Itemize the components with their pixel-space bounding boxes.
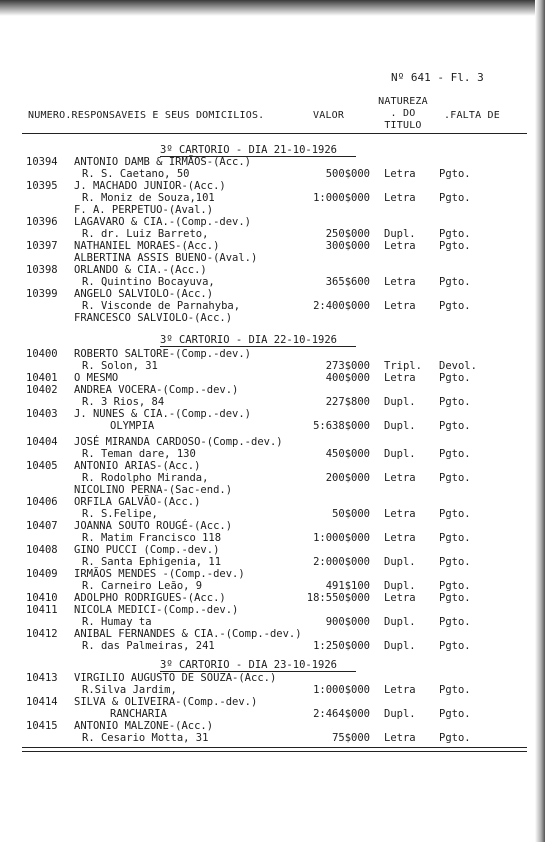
entry-number: 10398 [26, 264, 58, 276]
entry-responsavel: LAGAVARO & CIA.-(Comp.-dev.) [74, 216, 252, 228]
entry-falta: Pgto. [439, 448, 471, 460]
entry-domicilio: R. S. Caetano, 50 [82, 168, 190, 180]
entry-valor: 491$100 [325, 580, 370, 592]
entry-responsavel: ANTONIO ARIAS-(Acc.) [74, 460, 201, 472]
entry-number: 10402 [26, 384, 58, 396]
entry-number: 10410 [26, 592, 58, 604]
entry-responsavel: SILVA & OLIVEIRA-(Comp.-dev.) [74, 696, 258, 708]
entry-responsavel: VIRGILIO AUGUSTO DE SOUZA-(Acc.) [74, 672, 277, 684]
entry-responsavel: J. MACHADO JUNIOR-(Acc.) [74, 180, 226, 192]
entry-falta: Pgto. [439, 168, 471, 180]
entry-natureza: Dupl. [384, 640, 416, 652]
entry-responsavel: IRMÃOS MENDES -(Comp.-dev.) [74, 568, 245, 580]
section-title: 3º CARTORIO - DIA 23-10-1926 [160, 659, 338, 671]
entry-number: 10395 [26, 180, 58, 192]
entry-number: 10399 [26, 288, 58, 300]
section-underline [160, 346, 356, 347]
entry-valor: 900$000 [325, 616, 370, 628]
scan-shadow-right [535, 0, 545, 842]
entry-natureza: Letra [384, 532, 416, 544]
entry-responsavel: FRANCESCO SALVIOLO-(Acc.) [74, 312, 233, 324]
entry-domicilio: R. Humay ta [82, 616, 152, 628]
header-falta: .FALTA DE [444, 110, 500, 121]
header-natureza: NATUREZA . DO TITULO [378, 96, 428, 131]
entry-responsavel: ORLANDO & CIA.-(Acc.) [74, 264, 207, 276]
entry-valor: 2:000$000 [313, 556, 370, 568]
entry-falta: Pgto. [439, 372, 471, 384]
entry-number: 10406 [26, 496, 58, 508]
entry-domicilio: R. Quintino Bocayuva, [82, 276, 215, 288]
entry-falta: Pgto. [439, 300, 471, 312]
entry-domicilio: R. Visconde de Parnahyba, [82, 300, 241, 312]
section-title: 3º CARTORIO - DIA 21-10-1926 [160, 144, 338, 156]
entry-valor: 200$000 [325, 472, 370, 484]
entry-falta: Pgto. [439, 240, 471, 252]
entry-responsavel: ANDREA VOCERA-(Comp.-dev.) [74, 384, 239, 396]
section-title: 3º CARTORIO - DIA 22-10-1926 [160, 334, 338, 346]
entry-natureza: Dupl. [384, 556, 416, 568]
entry-falta: Pgto. [439, 592, 471, 604]
entry-responsavel: ANIBAL FERNANDES & CIA.-(Comp.-dev.) [74, 628, 302, 640]
entry-number: 10409 [26, 568, 58, 580]
entry-natureza: Letra [384, 508, 416, 520]
entry-number: 10400 [26, 348, 58, 360]
entry-domicilio: R. das Palmeiras, 241 [82, 640, 215, 652]
entry-number: 10394 [26, 156, 58, 168]
entry-valor: 18:550$000 [306, 592, 370, 604]
entry-number: 10407 [26, 520, 58, 532]
bottom-rule [22, 747, 527, 748]
entry-number: 10414 [26, 696, 58, 708]
scan-shadow-top [0, 0, 545, 16]
entry-number: 10413 [26, 672, 58, 684]
entry-valor: 365$600 [325, 276, 370, 288]
entry-natureza: Dupl. [384, 448, 416, 460]
page-number: Nº 641 - Fl. 3 [391, 71, 484, 84]
entry-responsavel: F. A. PERPETUO-(Aval.) [74, 204, 214, 216]
entry-domicilio: R. Carneiro Leão, 9 [82, 580, 203, 592]
entry-domicilio: R. Matim Francisco 118 [82, 532, 222, 544]
entry-valor: 400$000 [325, 372, 370, 384]
entry-domicilio: R. 3 Rios, 84 [82, 396, 165, 408]
entry-responsavel: ANTONIO DAMB & IRMÃOS-(Acc.) [74, 156, 252, 168]
entry-falta: Pgto. [439, 708, 471, 720]
entry-responsavel: ALBERTINA ASSIS BUENO-(Aval.) [74, 252, 258, 264]
entry-falta: Pgto. [439, 532, 471, 544]
entry-responsavel: J. NUNES & CIA.-(Comp.-dev.) [74, 408, 252, 420]
entry-responsavel: ANGELO SALVIOLO-(Acc.) [74, 288, 214, 300]
entry-falta: Pgto. [439, 396, 471, 408]
entry-domicilio: RANCHARIA [110, 708, 167, 720]
entry-falta: Pgto. [439, 616, 471, 628]
entry-responsavel: ADOLPHO RODRIGUES-(Acc.) [74, 592, 226, 604]
header-rule [22, 133, 527, 134]
entry-number: 10415 [26, 720, 58, 732]
entry-falta: Pgto. [439, 684, 471, 696]
entry-valor: 50$000 [332, 508, 370, 520]
entry-number: 10404 [26, 436, 58, 448]
entry-falta: Pgto. [439, 228, 471, 240]
entry-domicilio: OLYMPIA [110, 420, 155, 432]
entry-valor: 1:000$000 [313, 684, 370, 696]
entry-natureza: Letra [384, 168, 416, 180]
entry-domicilio: R. dr. Luiz Barreto, [82, 228, 209, 240]
entry-responsavel: ORFILA GALVÃO-(Acc.) [74, 496, 201, 508]
entry-valor: 1:000$000 [313, 192, 370, 204]
entry-valor: 300$000 [325, 240, 370, 252]
entry-domicilio: R. Moniz de Souza,101 [82, 192, 215, 204]
entry-falta: Pgto. [439, 640, 471, 652]
entry-number: 10412 [26, 628, 58, 640]
entry-number: 10403 [26, 408, 58, 420]
entry-valor: 75$000 [332, 732, 370, 744]
header-responsaveis: NUMERO.RESPONSAVEIS E SEUS DOMICILIOS. [28, 110, 265, 121]
entry-falta: Pgto. [439, 556, 471, 568]
entry-falta: Pgto. [439, 508, 471, 520]
entry-valor: 450$000 [325, 448, 370, 460]
entry-natureza: Letra [384, 276, 416, 288]
entry-responsavel: O MESMO [74, 372, 119, 384]
entry-number: 10397 [26, 240, 58, 252]
entry-valor: 5:638$000 [313, 420, 370, 432]
entry-responsavel: NATHANIEL MORAES-(Acc.) [74, 240, 220, 252]
entry-responsavel: GINO PUCCI (Comp.-dev.) [74, 544, 220, 556]
entry-responsavel: JOANNA SOUTO ROUGÉ-(Acc.) [74, 520, 233, 532]
entry-responsavel: ROBERTO SALTORE-(Comp.-dev.) [74, 348, 252, 360]
entry-natureza: Tripl. [384, 360, 422, 372]
entry-valor: 227$800 [325, 396, 370, 408]
bottom-rule-double [22, 751, 527, 752]
entry-natureza: Dupl. [384, 580, 416, 592]
entry-number: 10408 [26, 544, 58, 556]
entry-responsavel: ANTONIO MALZONE-(Acc.) [74, 720, 214, 732]
entry-domicilio: R. Rodolpho Miranda, [82, 472, 209, 484]
entry-falta: Pgto. [439, 732, 471, 744]
entry-responsavel: NICOLA MEDICI-(Comp.-dev.) [74, 604, 239, 616]
entry-falta: Pgto. [439, 192, 471, 204]
entry-responsavel: NICOLINO PERNA-(Sac-end.) [74, 484, 233, 496]
entry-falta: Pgto. [439, 472, 471, 484]
entry-natureza: Letra [384, 684, 416, 696]
entry-valor: 1:000$000 [313, 532, 370, 544]
entry-falta: Pgto. [439, 580, 471, 592]
entry-natureza: Dupl. [384, 228, 416, 240]
entry-number: 10405 [26, 460, 58, 472]
entry-natureza: Letra [384, 732, 416, 744]
entry-falta: Pgto. [439, 276, 471, 288]
entry-valor: 500$000 [325, 168, 370, 180]
entry-domicilio: R. S.Felipe, [82, 508, 158, 520]
entry-valor: 1:250$000 [313, 640, 370, 652]
entry-natureza: Letra [384, 240, 416, 252]
entry-valor: 250$000 [325, 228, 370, 240]
entry-number: 10396 [26, 216, 58, 228]
entry-valor: 2:464$000 [313, 708, 370, 720]
entry-responsavel: JOSÉ MIRANDA CARDOSO-(Comp.-dev.) [74, 436, 283, 448]
entry-falta: Devol. [439, 360, 477, 372]
entry-natureza: Letra [384, 192, 416, 204]
entry-natureza: Letra [384, 300, 416, 312]
entry-number: 10411 [26, 604, 58, 616]
entry-domicilio: R. Santa Ephigenia, 11 [82, 556, 222, 568]
entry-natureza: Dupl. [384, 708, 416, 720]
entry-natureza: Dupl. [384, 420, 416, 432]
header-valor: VALOR [313, 110, 345, 121]
entry-domicilio: R. Cesario Motta, 31 [82, 732, 209, 744]
entry-domicilio: R. Solon, 31 [82, 360, 158, 372]
entry-falta: Pgto. [439, 420, 471, 432]
entry-valor: 273$000 [325, 360, 370, 372]
entry-natureza: Dupl. [384, 616, 416, 628]
entry-natureza: Dupl. [384, 396, 416, 408]
entry-domicilio: R. Teman dare, 130 [82, 448, 196, 460]
entry-natureza: Letra [384, 592, 416, 604]
entry-natureza: Letra [384, 372, 416, 384]
entry-number: 10401 [26, 372, 58, 384]
entry-domicilio: R.Silva Jardim, [82, 684, 177, 696]
entry-natureza: Letra [384, 472, 416, 484]
entry-valor: 2:400$000 [313, 300, 370, 312]
